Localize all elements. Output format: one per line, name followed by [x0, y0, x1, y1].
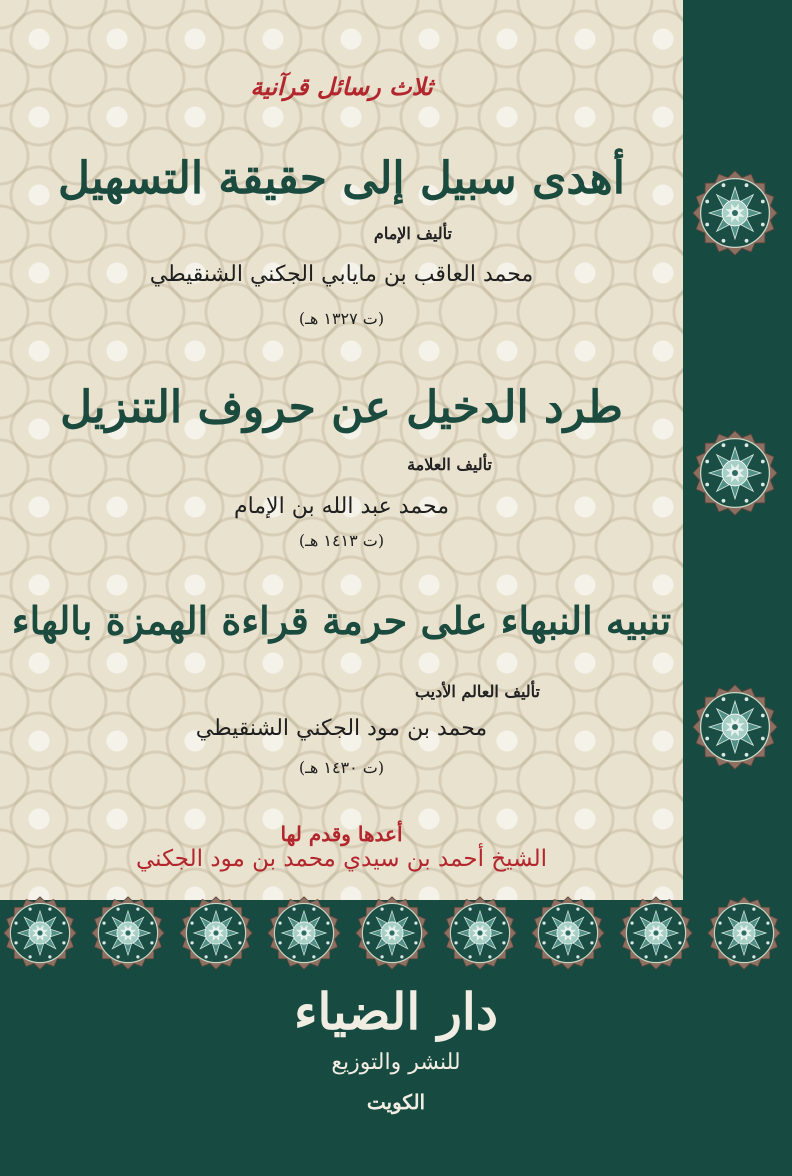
- author-label: تأليف العلامة: [407, 455, 492, 474]
- octagram-rosette-icon: [707, 896, 781, 970]
- octagram-rosette-icon: [531, 896, 605, 970]
- author-name: محمد بن مود الجكني الشنقيطي: [195, 716, 488, 741]
- octagram-rosette-icon: [355, 896, 429, 970]
- octagram-rosette-icon: [692, 684, 778, 770]
- publisher-subtitle: للنشر والتوزيع: [331, 1050, 461, 1075]
- book-title: تنبيه النبهاء على حرمة قراءة الهمزة بالهاء: [11, 598, 672, 643]
- book-title: أهدى سبيل إلى حقيقة التسهيل: [58, 153, 625, 204]
- octagram-rosette-icon: [619, 896, 693, 970]
- death-date: (ت ١٣٢٧ هـ): [298, 309, 385, 328]
- death-date: (ت ١٤١٣ هـ): [298, 531, 385, 550]
- octagram-rosette-icon: [692, 430, 778, 516]
- octagram-rosette-icon: [267, 896, 341, 970]
- publisher-name: دار الضياء: [293, 982, 499, 1041]
- octagram-rosette-icon: [443, 896, 517, 970]
- editor-label: أعدها وقدم لها: [280, 822, 403, 846]
- octagram-rosette-icon: [179, 896, 253, 970]
- author-label: تأليف الإمام: [373, 224, 452, 243]
- editor-name: الشيخ أحمد بن سيدي محمد بن مود الجكني: [135, 846, 547, 872]
- octagram-rosette-icon: [3, 896, 77, 970]
- author-name: محمد عبد الله بن الإمام: [233, 494, 450, 519]
- octagram-rosette-icon: [692, 170, 778, 256]
- series-title: ثلاث رسائل قرآنية: [250, 72, 433, 101]
- author-name: محمد العاقب بن مايابي الجكني الشنقيطي: [149, 262, 534, 287]
- publisher-city: الكويت: [366, 1090, 426, 1114]
- death-date: (ت ١٤٣٠ هـ): [298, 758, 385, 777]
- author-label: تأليف العالم الأديب: [414, 682, 540, 701]
- book-title: طرد الدخيل عن حروف التنزيل: [60, 382, 623, 433]
- octagram-rosette-icon: [91, 896, 165, 970]
